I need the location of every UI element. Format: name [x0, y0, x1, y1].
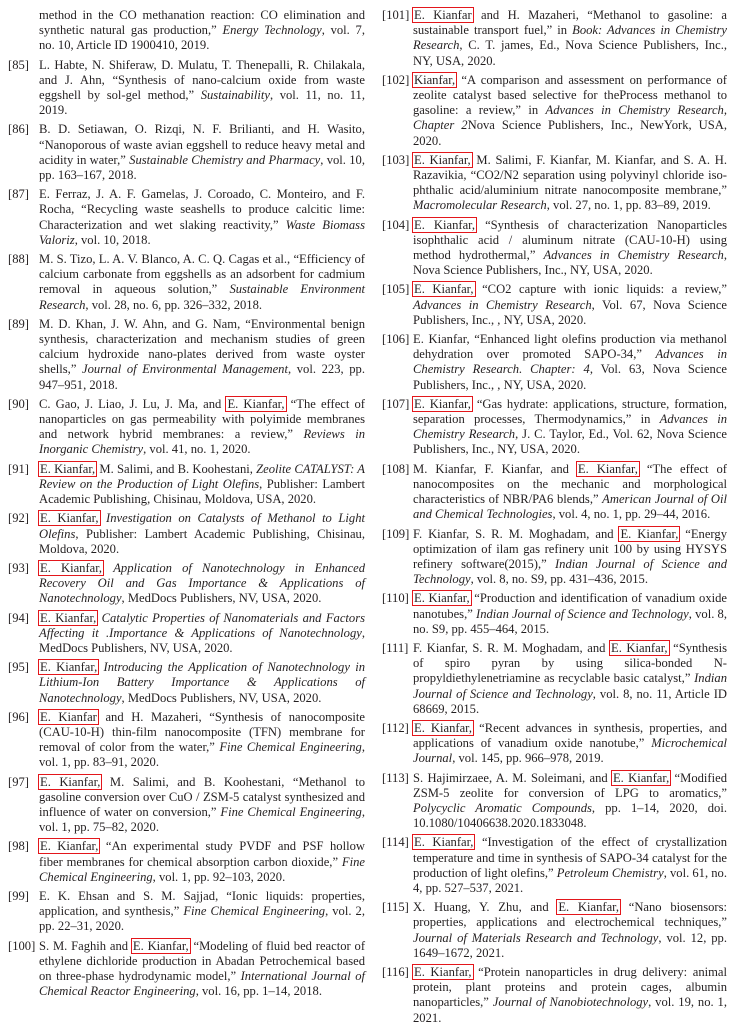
- reference-source-title: Polycyclic Aromatic Compounds: [413, 800, 592, 815]
- reference-number: [99]: [8, 888, 29, 903]
- reference-source-title: American Journal of Oil and Chemical Technologies: [413, 492, 727, 522]
- reference-source-title: Indian Journal of Science and Technology: [413, 556, 727, 587]
- reference-number: [116]: [382, 964, 409, 979]
- reference-entry: [8, 839, 365, 885]
- reference-entry: [8, 58, 365, 119]
- reference-details: , vol. 16, pp. 1–14, 2018.: [195, 984, 322, 999]
- reference-number: [105]: [382, 282, 410, 297]
- reference-source-title: Fine Chemical Engineering: [183, 904, 326, 919]
- reference-details: , vol. 145, pp. 966–978, 2019.: [452, 751, 604, 766]
- reference-details: , Vol. 67, Nova Science Publishers, Inc., , NY, USA, 2020.: [413, 297, 728, 327]
- highlighted-author: E. Kianfar,: [414, 396, 471, 411]
- reference-number: [103]: [382, 152, 410, 167]
- reference-details: , vol. 1, pp. 92–103, 2020.: [152, 869, 286, 884]
- reference-authors: B. D. Setiawan, O. Rizqi, N. F. Brilianti, and H. Wasito, “Nanoporous of waste avian eggshell to reduce heavy metal and acidity in water,”: [39, 122, 365, 167]
- reference-number: [107]: [382, 396, 410, 411]
- reference-authors: X. Huang, Y. Zhu, and: [413, 900, 558, 915]
- reference-entry: [382, 73, 727, 149]
- reference-source-title: Advances in Chemistry Research: [413, 412, 727, 442]
- reference-source-title: Waste Biomass Valoriz: [39, 217, 365, 247]
- reference-entry: [8, 561, 365, 607]
- reference-authors: E. Ferraz, J. A. F. Gamelas, J. Coroado, C. Monteiro, and F. Rocha, “Recycling waste seashells to produce calcitic lime: Characterization and wet slaking reactivity,”: [39, 187, 365, 232]
- highlighted-author: E. Kianfar,: [40, 610, 97, 625]
- reference-entry: [382, 282, 727, 328]
- reference-source-title: Sustainable Chemistry and Pharmacy: [129, 152, 321, 167]
- reference-text: “Production and identification of vanadium oxide nanotubes,”: [413, 591, 727, 621]
- reference-details: , Nova Science Publishers, Inc., NY, USA, 2020.: [413, 248, 727, 278]
- reference-entry: [8, 939, 365, 1000]
- reference-details: , vol. 8, no. S9, pp. 431–436, 2015.: [470, 572, 648, 587]
- reference-details: , vol. 1, pp. 75–82, 2020.: [39, 804, 365, 835]
- reference-text: “Energy optimization of ilam gas refinery unit 100 by using HYSYS refinery software(2015),”: [413, 526, 727, 571]
- highlighted-author: E. Kianfar,: [611, 640, 668, 655]
- reference-details: , MedDocs Publishers, NV, USA, 2020.: [121, 690, 322, 705]
- reference-text: “CO2 capture with ionic liquids: a review,”: [474, 282, 728, 297]
- reference-number: [98]: [8, 839, 29, 854]
- highlighted-author: E. Kianfar,: [414, 835, 474, 850]
- reference-authors: E. K. Ehsan and S. M. Sajjad, “Ionic liquids: properties, application, and synthesis,”: [39, 888, 365, 919]
- reference-number: [88]: [8, 252, 29, 267]
- reference-number: [100]: [8, 938, 36, 953]
- reference-source-title: Indian Journal of Science and Technology: [413, 671, 727, 701]
- reference-authors: S. Hajimirzaee, A. M. Soleimani, and: [413, 770, 612, 785]
- reference-details: , MedDocs Publishers, NV, USA, 2020.: [121, 591, 322, 606]
- reference-number: [111]: [382, 640, 409, 655]
- reference-text: “A comparison and assessment on performance of zeolite catalyst based selective for theProcess methanol to gasoline: a review,” in: [413, 72, 727, 118]
- reference-number: [102]: [382, 72, 410, 87]
- reference-details: , vol. 19, no. 1, 2021.: [413, 995, 727, 1025]
- reference-entry: [382, 900, 727, 961]
- reference-number: [95]: [8, 660, 29, 675]
- reference-source-title: Journal of Nanobiotechnology: [492, 995, 649, 1010]
- reference-text: “Protein nanoparticles in drug delivery: animal protein, plant proteins and protein cages, albumin nanoparticles,”: [413, 964, 727, 1010]
- reference-number: [114]: [382, 835, 409, 850]
- reference-source-title: Investigation on Catalysts of Methanol to Light Olefins: [39, 511, 365, 541]
- highlighted-author: Kianfar,: [414, 72, 456, 87]
- reference-entry: [382, 641, 727, 717]
- reference-details: , vol. 41, no. 1, 2020.: [143, 442, 251, 457]
- highlighted-author: E. Kianfar,: [414, 964, 472, 979]
- reference-details: , vol. 11, no. 11, 2019.: [39, 88, 365, 118]
- highlighted-author: E. Kianfar,: [40, 461, 96, 476]
- reference-entry: [8, 889, 365, 935]
- reference-details: Nova Science Publishers, Inc., NewYork, USA, 2020.: [413, 118, 727, 148]
- reference-authors: method in the CO methanation reaction: CO elimination and synthetic natural gas production,”: [39, 8, 365, 38]
- reference-details: , vol. 223, pp. 947–951, 2018.: [39, 362, 365, 392]
- reference-source-title: Introducing the Application of Nanotechnology in Lithium-Ion Battery Importance & Applications of Nanotechnology: [39, 660, 366, 705]
- reference-text: “Investigation of the effect of crystallization temperature and time in synthesis of SAPO-34 catalyst for the production of light olefins,”: [413, 835, 727, 880]
- reference-details: , MedDocs Publishers, NV, USA, 2020.: [39, 625, 365, 655]
- reference-details: , vol. 12, pp. 1649–1672, 2021.: [413, 930, 727, 960]
- reference-text: “Recent advances in synthesis, properties, and applications of vanadium oxide nanotube,”: [413, 720, 727, 751]
- reference-entry: [8, 122, 365, 183]
- reference-authors: M. Kianfar, F. Kianfar, and: [413, 461, 577, 476]
- reference-authors: M. D. Khan, J. W. Ahn, and G. Nam, “Environmental benign synthesis, characterization and mechanism studies of green calcium hydroxide nano-plates derived from waste oyster shells,”: [39, 316, 365, 377]
- reference-details: , Vol. 63, Nova Science Publishers, Inc., , NY, USA, 2020.: [413, 362, 727, 392]
- reference-entry: [8, 462, 365, 508]
- reference-details: , vol. 10, 2018.: [74, 232, 151, 247]
- reference-entry: [382, 771, 727, 832]
- reference-entry: [382, 332, 727, 393]
- reference-details: , vol. 7, no. 10, Article ID 1900410, 2019.: [39, 23, 365, 53]
- highlighted-author: E. Kianfar,: [414, 720, 473, 735]
- reference-details: , vol. 8, no. S9, pp. 455–464, 2015.: [413, 606, 727, 636]
- reference-number: [86]: [8, 122, 29, 137]
- reference-details: , vol. 61, no. 4, pp. 527–537, 2021.: [413, 865, 728, 895]
- reference-text: “Modified ZSM-5 zeolite for conversion of LPG to aromatics,”: [413, 770, 727, 800]
- reference-text: M. Salimi, and B. Koohestani,: [96, 461, 257, 476]
- reference-source-title: Advances in Chemistry Research. Chapter: 4: [413, 347, 727, 377]
- reference-number: [91]: [8, 461, 29, 476]
- reference-source-title: Petroleum Chemistry: [556, 865, 664, 880]
- highlighted-author: E. Kianfar,: [620, 526, 679, 541]
- reference-text: M. Salimi, and B. Koohestani, “Methanol to gasoline conversion over CuO / ZSM-5 catalyst synthesized and influence of water on conversion,”: [39, 774, 366, 819]
- reference-details: , vol. 10, pp. 163–167, 2018.: [39, 152, 365, 183]
- highlighted-author: E. Kianfar,: [40, 774, 101, 789]
- reference-authors: C. Gao, J. Liao, J. Lu, J. Ma, and: [39, 396, 227, 411]
- reference-source-title: Application of Nanotechnology in Enhanced Recovery Oil and Gas Importance & Applications of Nanotechnology: [39, 560, 365, 606]
- reference-entry: [382, 153, 727, 214]
- reference-entry: [8, 660, 365, 706]
- reference-entry: [8, 775, 365, 836]
- reference-entry: [382, 527, 727, 588]
- highlighted-author: E. Kianfar: [40, 709, 97, 724]
- reference-details: , C. T. james, Ed., Nova Science Publishers, Inc., NY, USA, 2020.: [413, 38, 727, 68]
- reference-source-title: Sustainability: [200, 88, 270, 103]
- reference-source-title: Advances in Chemistry Research: [413, 297, 592, 312]
- reference-text: M. Salimi, F. Kianfar, M. Kianfar, and S. A. H. Razavikia, “CO2/N2 separation using polyvinyl chloride iso-phthalic acid/aluminium nitrate nanocomposite membrane,”: [413, 152, 728, 198]
- reference-entry: [382, 462, 727, 523]
- highlighted-author: E. Kianfar,: [40, 839, 99, 854]
- highlighted-author: E. Kianfar,: [40, 560, 103, 575]
- highlighted-author: E. Kianfar,: [40, 511, 99, 526]
- reference-text: “The effect of nanocomposites on the mechanic and morphological characteristics of NBR/PA6 blends,”: [413, 461, 727, 507]
- reference-source-title: Reviews in Inorganic Chemistry: [39, 427, 365, 457]
- reference-entry: [8, 710, 365, 771]
- reference-entry: [382, 397, 727, 458]
- reference-text: “Modeling of fluid bed reactor of ethylene dichloride production in Abadan Petrochemical based on three-phase hydrodynamic model,”: [39, 938, 366, 983]
- reference-number: [115]: [382, 900, 409, 915]
- reference-source-title: Microchemical Journal: [413, 736, 727, 766]
- reference-text: “Synthesis of characterization Nanoparticles isophthalic acid / aluminum nitrate (CAU-10-H) using method hydrothermal,”: [413, 217, 727, 263]
- reference-source-title: International Journal of Chemical Reactor Engineering: [39, 968, 366, 999]
- reference-number: [87]: [8, 187, 29, 202]
- reference-number: [110]: [382, 591, 409, 606]
- highlighted-author: E. Kianfar,: [414, 217, 476, 232]
- reference-number: [92]: [8, 511, 29, 526]
- reference-text: “Gas hydrate: applications, structure, formation, separation processes, Thermodynamics,” in: [413, 396, 728, 427]
- reference-entry: [8, 317, 365, 393]
- reference-authors: F. Kianfar, S. R. M. Moghadam, and: [413, 526, 620, 541]
- reference-entry: [382, 721, 727, 767]
- highlighted-author: E. Kianfar,: [558, 900, 620, 915]
- reference-source-title: Journal of Materials Research and Technology: [413, 930, 659, 945]
- reference-entry: [8, 252, 365, 313]
- highlighted-author: E. Kianfar,: [227, 396, 285, 411]
- reference-number: [112]: [382, 720, 409, 735]
- reference-details: , vol. 28, no. 6, pp. 326–332, 2018.: [85, 297, 263, 312]
- reference-number: [101]: [382, 8, 410, 22]
- reference-authors: M. S. Tizo, L. A. V. Blanco, A. C. Q. Cagas et al., “Efficiency of calcium carbonate from eggshells as an adsorbent for cadmium removal in aqueous solution,”: [39, 252, 365, 297]
- reference-source-title: Zeolite CATALYST: A Review on the Production of Light Olefins: [39, 461, 365, 491]
- reference-entry: [382, 965, 727, 1026]
- reference-entry: [382, 591, 727, 637]
- reference-entry: [8, 397, 365, 458]
- reference-entry: [8, 611, 365, 657]
- reference-source-title: Fine Chemical Engineering: [219, 740, 362, 755]
- reference-number: [108]: [382, 461, 410, 476]
- reference-text: “The effect of nanoparticles on gas permeability with polyimide membranes and network hybrid membranes: a review,”: [39, 396, 365, 442]
- reference-number: [90]: [8, 396, 29, 411]
- reference-authors: F. Kianfar, S. R. M. Moghadam, and: [413, 640, 611, 655]
- reference-source-title: Catalytic Properties of Nanomaterials and Factors Affecting it .Importance & Applications of Nanotechnology: [39, 610, 366, 640]
- reference-text: [103, 561, 113, 575]
- reference-source-title: Advances in Chemistry Research, Chapter 2: [413, 103, 727, 133]
- reference-source-title: Macromolecular Research: [413, 198, 547, 213]
- reference-number: [97]: [8, 774, 29, 789]
- reference-entry: [382, 8, 727, 69]
- reference-entry: [8, 8, 365, 54]
- reference-entry: [8, 187, 365, 248]
- highlighted-author: E. Kianfar,: [414, 282, 474, 297]
- reference-number: [89]: [8, 316, 29, 331]
- reference-source-title: Fine Chemical Engineering: [220, 804, 362, 819]
- reference-column-left: [8, 8, 365, 1003]
- highlighted-author: E. Kianfar,: [414, 152, 471, 167]
- reference-source-title: Fine Chemical Engineering: [39, 854, 365, 884]
- highlighted-author: E. Kianfar,: [132, 938, 189, 953]
- reference-details: , vol. 8, no. 11, Article ID 68669, 2015.: [413, 686, 727, 716]
- reference-source-title: Energy Technology: [222, 23, 322, 38]
- reference-number: [85]: [8, 57, 29, 72]
- reference-details: , Publisher: Lambert Academic Publishing, Chisinau, Moldova, USA, 2020.: [39, 476, 366, 507]
- highlighted-author: E. Kianfar,: [414, 591, 470, 606]
- reference-text: “Synthesis of spiro pyran by using silica-bonded N-propyldiethylenetriamine as recyclable basic catalyst,”: [413, 640, 727, 686]
- reference-number: [104]: [382, 217, 410, 232]
- reference-number: [93]: [8, 560, 29, 575]
- reference-source-title: Sustainable Environment Research: [39, 282, 365, 312]
- reference-text: and H. Mazaheri, “Synthesis of nanocomposite (CAU-10-H) thin-film nanocomposite (TFN) membrane for removal of color from the water,”: [39, 709, 366, 755]
- highlighted-author: E. Kianfar,: [40, 660, 98, 675]
- reference-details: , J. C. Taylor, Ed., Vol. 62, Nova Science Publishers, Inc., NY, USA, 2020.: [413, 427, 727, 457]
- highlighted-author: E. Kianfar,: [612, 770, 670, 785]
- reference-column-right: [382, 8, 727, 1030]
- reference-entry: [382, 835, 727, 896]
- reference-number: [106]: [382, 332, 410, 347]
- reference-authors: E. Kianfar, “Enhanced light olefins production via methanol dehydration over promoted SAPO-34,”: [413, 332, 727, 362]
- reference-number: [113]: [382, 770, 409, 785]
- reference-authors: S. M. Faghih and: [39, 938, 132, 953]
- highlighted-author: E. Kianfar: [414, 8, 472, 22]
- reference-source-title: Advances in Chemistry Research: [543, 248, 724, 263]
- reference-number: [109]: [382, 526, 410, 541]
- reference-text: and H. Mazaheri, “Methanol to gasoline: a sustainable transport fuel,” in: [413, 8, 728, 38]
- reference-details: , vol. 27, no. 1, pp. 83–89, 2019.: [546, 198, 711, 213]
- reference-details: , vol. 1, pp. 83–91, 2020.: [39, 740, 365, 770]
- reference-text: “Nano biosensors: properties, applications and electrochemical techniques,”: [413, 900, 727, 930]
- highlighted-author: E. Kianfar,: [577, 461, 638, 476]
- reference-entry: [8, 511, 365, 557]
- reference-number: [94]: [8, 610, 29, 625]
- reference-details: , Publisher: Lambert Academic Publishing, Chisinau, Moldova, 2020.: [39, 526, 365, 556]
- reference-text: “An experimental study PVDF and PSF hollow fiber membranes for chemical absorption carbon dioxide,”: [39, 839, 365, 869]
- reference-number: [96]: [8, 709, 29, 724]
- reference-details: , pp. 1–14, 2020, doi. 10.1080/10406638.2020.1833048.: [413, 800, 727, 831]
- reference-details: , vol. 2, pp. 22–31, 2020.: [39, 904, 365, 934]
- reference-source-title: Book: Advances in Chemistry Research: [413, 23, 727, 53]
- reference-entry: [382, 218, 727, 279]
- reference-source-title: Indian Journal of Science and Technology: [476, 606, 689, 621]
- reference-authors: L. Habte, N. Shiferaw, D. Mulatu, T. Thenepalli, R. Chilakala, and J. Ahn, “Synthesis of nano-calcium oxide from waste eggshell by sol-gel method,”: [39, 57, 365, 103]
- reference-source-title: Journal of Environmental Management: [82, 362, 288, 377]
- reference-details: , vol. 4, no. 1, pp. 29–44, 2016.: [552, 507, 711, 522]
